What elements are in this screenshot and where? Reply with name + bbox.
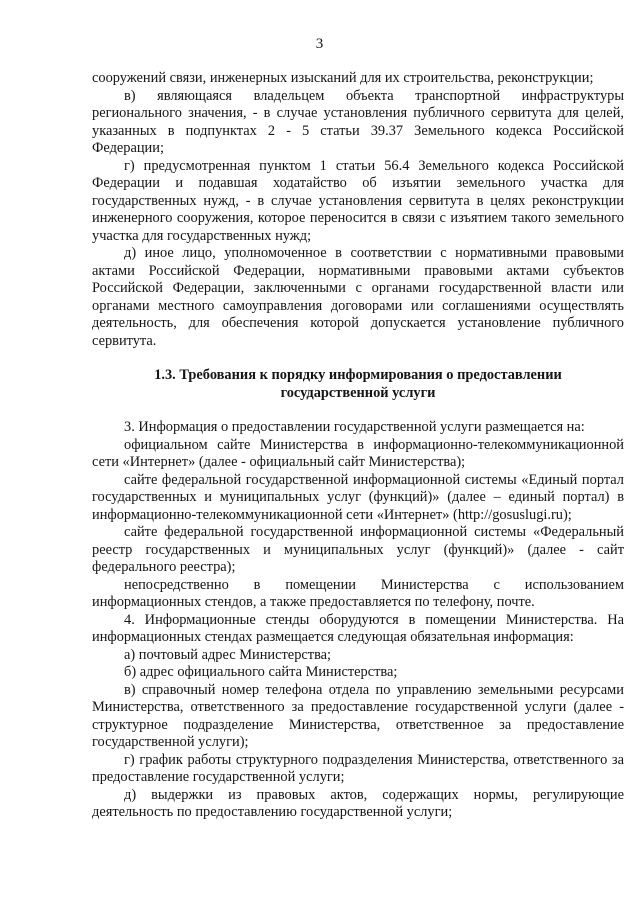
paragraph-3: 3. Информация о предоставлении государственной услуги размещается на: [124,419,585,435]
paragraph-4: 4. Информационные стенды оборудуются в помещении Министерства. На информационных стендах размещается следующая обязательная информация: [92,611,624,645]
paragraph-continuation: сооружений связи, инженерных изысканий для их строительства, реконструкции; [92,70,594,86]
paragraph-item-g: г) предусмотренная пунктом 1 статьи 56.4 Земельного кодекса Российской Федерации и подавшая ходатайство об изъятии земельного участка для государственных нужд, - в случае установления сервитута в целях реконструкции инженерного сооружения, которое переносится в связи с изъятием такого земельного участка для государственных нужд; [92,157,624,244]
paragraph-item-v: в) являющаяся владельцем объекта транспортной инфраструктуры регионального значения, - в случае установления публичного сервитута для целей, указанных в подпунктах 2 - 5 статьи 39.37 Земельного кодекса Российской Федерации; [92,87,624,156]
paragraph-in-premises: непосредственно в помещении Министерства с использованием информационных стендов, а также предоставляется по телефону, почте. [92,576,624,610]
list-item-d: д) выдержки из правовых актов, содержащих нормы, регулирующие деятельность по предоставлению государственной услуги; [92,786,624,820]
list-item-a: а) почтовый адрес Министерства; [124,646,332,663]
section-heading: 1.3. Требования к порядку информирования о предоставлении государственной услуги [154,367,562,401]
paragraph-item-d: д) иное лицо, уполномоченное в соответствии с нормативными правовыми актами Российской Федерации, нормативными правовыми актами субъектов Российской Федерации, заключенными с органами государственной власти или органами местного самоуправления договорами или соглашениями осуществлять деятельность, для обеспечения которой допускается установление публичного сервитута. [92,245,624,349]
list-item-b: б) адрес официального сайта Министерства; [124,664,398,680]
list-item-g: г) график работы структурного подразделения Министерства, ответственного за предоставление государственной услуги; [92,751,624,785]
paragraph-official-site: официальном сайте Министерства в информационно-телекоммуникационной сети «Интернет» (далее - официальный сайт Министерства); [92,436,624,470]
list-item-v: в) справочный номер телефона отдела по управлению земельными ресурсами Министерства, ответственного за предоставление государственной услуги (далее - структурное подразделение Министерства, ответственное за предоставление государственной услуги); [92,681,624,750]
paragraph-unified-portal: сайте федеральной государственной информационной системы «Единый портал государственных и муниципальных услуг (функций)» (далее – единый портал) в информационно-телекоммуникационной сети «Интернет» (http://gosuslugi.ru); [92,471,624,523]
document-body [92,70,624,822]
page-number: 3 [315,36,324,52]
paragraph-federal-registry: сайте федеральной государственной информационной системы «Федеральный реестр государственных и муниципальных услуг (функций)» (далее - сайт федерального реестра); [92,524,624,575]
